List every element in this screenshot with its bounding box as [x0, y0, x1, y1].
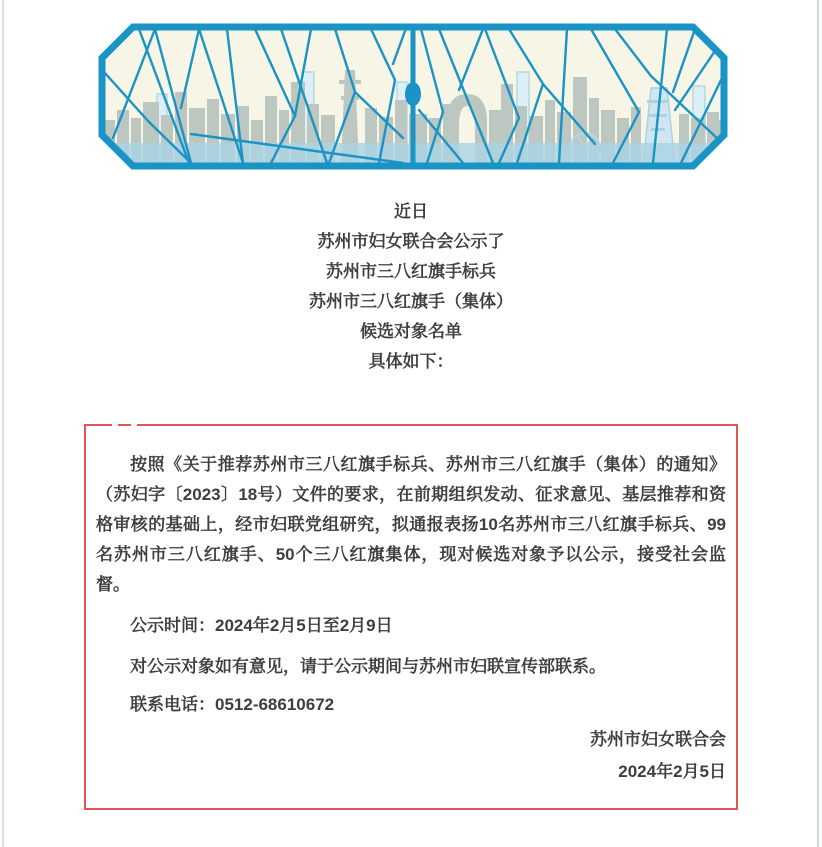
- page-left-border: [2, 0, 4, 847]
- signature-date: 2024年2月5日: [618, 762, 726, 781]
- border-gap: [131, 423, 137, 427]
- intro-line: 苏州市妇女联合会公示了: [317, 232, 505, 251]
- contact-phone: 联系电话：0512-68610672: [130, 695, 335, 714]
- intro-line: 苏州市三八红旗手标兵: [326, 262, 496, 281]
- intro-text-block: [0, 197, 822, 377]
- border-gap: [112, 423, 118, 427]
- publicity-period: 公示时间：2024年2月5日至2月9日: [130, 616, 393, 635]
- notice-box: [84, 424, 738, 810]
- intro-line: 候选对象名单: [360, 322, 462, 341]
- notice-paragraph: 按照《关于推荐苏州市三八红旗手标兵、苏州市三八红旗手（集体）的通知》（苏妇字〔2023〕18号）文件的要求，在前期组织发动、征求意见、基层推荐和资格审核的基础上，经市妇联党组研究，拟通报表扬10名苏州市三八红旗手标兵、99名苏州市三八红旗手、50个三八红旗集体，现对候选对象予以公示，接受社会监督。: [96, 455, 726, 594]
- intro-line: 近日: [394, 202, 428, 221]
- signature-org: 苏州市妇女联合会: [590, 730, 726, 749]
- suzhou-skyline-banner-illustration: [97, 22, 729, 171]
- feedback-instruction: 对公示对象如有意见，请于公示期间与苏州市妇联宣传部联系。: [130, 657, 606, 676]
- page-right-border: [817, 0, 819, 847]
- signature-block: [96, 724, 726, 788]
- intro-line: 具体如下：: [368, 352, 454, 371]
- intro-line: 苏州市三八红旗手（集体）: [309, 292, 513, 311]
